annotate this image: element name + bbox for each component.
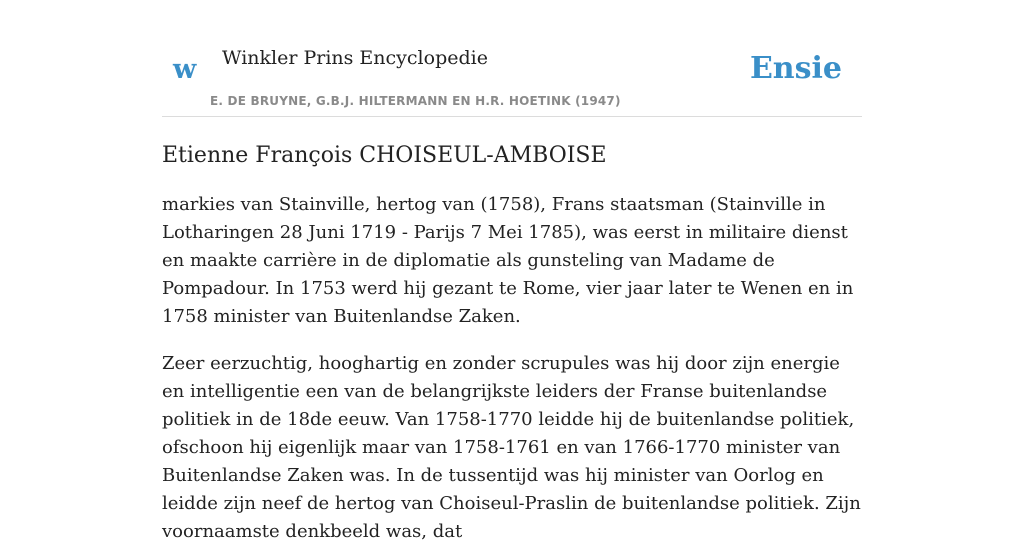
- article-paragraph-2: Zeer eerzuchtig, hooghartig en zonder scrupules was hij door zijn energie en intelligentie een van de belangrijkste leiders der Franse buitenlandse politiek in de 18de eeuw. Van 1758-1770 leidde hij de buitenlandse politiek, ofschoon hij eigenlijk maar van 1758-1761 en van 1766-1770 minister van Buitenlandse Zaken was. In de tussentijd was hij minister van Oorlog en leidde zijn neef de hertog van Choiseul-Praslin de buitenlandse politiek. Zijn voornaamste denkbeeld was, dat: [162, 353, 861, 542]
- article-title: Etienne François CHOISEUL-AMBOISE: [162, 143, 607, 168]
- ensie-logo[interactable]: Ensie: [749, 51, 842, 86]
- header: [162, 0, 862, 117]
- publication-authors: E. DE BRUYNE, G.B.J. HILTERMANN EN H.R. HOETINK (1947): [210, 94, 621, 108]
- publication-title[interactable]: Winkler Prins Encyclopedie: [222, 47, 488, 69]
- page: [162, 0, 862, 546]
- article-paragraph-1: markies van Stainville, hertog van (1758), Frans staatsman (Stainville in Lotharingen 28 Juni 1719 - Parijs 7 Mei 1785), was eerst in militaire dienst en maakte carrière in de diplomatie als gunsteling van Madame de Pompadour. In 1753 werd hij gezant te Rome, vier jaar later te Wenen en in 1758 minister van Buitenlandse Zaken.: [162, 194, 854, 327]
- winkler-prins-logo[interactable]: w: [173, 54, 197, 85]
